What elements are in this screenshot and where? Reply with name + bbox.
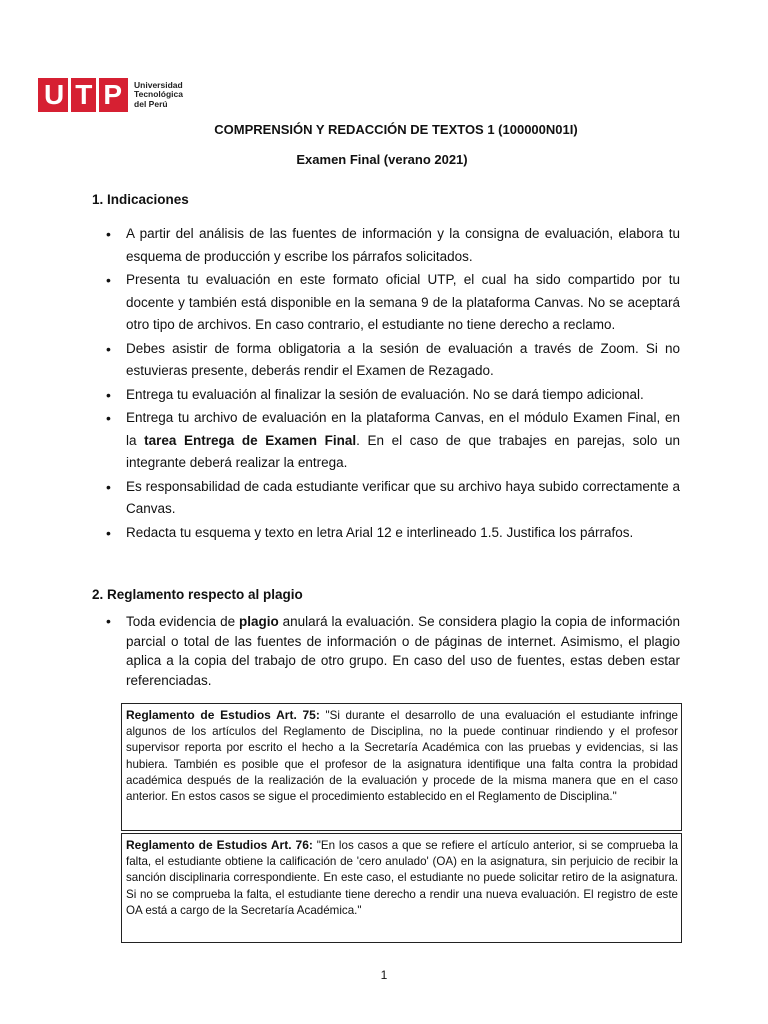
list-item: • Debes asistir de forma obligatoria a la sesión de evaluación a través de Zoom. Si no estuvieras presente, deberás rendir el Examen de Rezagado. bbox=[106, 338, 680, 383]
list-item-bold-text: plagio bbox=[238, 614, 279, 629]
logo-letter-u: U bbox=[44, 79, 65, 110]
list-item: • Entrega tu evaluación al finalizar la sesión de evaluación. No se dará tiempo adicional. bbox=[106, 384, 680, 407]
document-title: COMPRENSIÓN Y REDACCIÓN DE TEXTOS 1 (100000N01I) bbox=[214, 122, 578, 137]
list-item bbox=[106, 612, 680, 690]
article-label: Reglamento de Estudios Art. 75: bbox=[126, 708, 320, 722]
list-item bbox=[106, 407, 680, 475]
article-text: "En los casos a que se refiere el artículo anterior, si se comprueba la falta, el estudiante obtiene la calificación de 'cero anulado' (OA) en la asignatura, sin perjuicio de recibir la sanción disciplinaria correspondiente. En este caso, el estudiante no puede solicitar retiro de la asignatura. Si no se comprueba la falta, el estudiante tiene derecho a rendir una nueva evaluación. El registro de este OA está a cargo de la Secretaría Académica." bbox=[126, 839, 678, 917]
list-item: • Es responsabilidad de cada estudiante verificar que su archivo haya subido correctamente a Canvas. bbox=[106, 476, 680, 521]
list-item-text: . En el caso de que trabajes en parejas, solo un integrante deberá realizar la entrega. bbox=[126, 432, 681, 470]
utp-logo bbox=[38, 78, 183, 112]
article-text: "Si durante el desarrollo de una evaluación el estudiante infringe algunos de los artículos del Reglamento de Disciplina, no la puede continuar rindiendo y el profesor supervisor reporta por escrito el hecho a la Secretaría Académica con las pruebas y evidencias, si las hubiera. También es posible que el profesor de la asignatura identifique una falta contra la probidad académica después de la realización de la evaluación y procede de la misma manera que en el caso anterior. En estos casos se sigue el procedimiento establecido en el Reglamento de Disciplina." bbox=[126, 709, 678, 804]
section-heading-indicaciones: 1. Indicaciones bbox=[92, 192, 189, 207]
logo-text-line: del Perú bbox=[134, 98, 168, 109]
article-75-box bbox=[121, 703, 682, 831]
plagio-list bbox=[106, 612, 680, 691]
logo-mark bbox=[38, 78, 128, 112]
list-item: • Redacta tu esquema y texto en letra Arial 12 e interlineado 1.5. Justifica los párrafos. bbox=[106, 522, 680, 545]
logo-university-name bbox=[134, 81, 183, 110]
logo-text-line: Universidad bbox=[134, 79, 183, 90]
page-number: 1 bbox=[380, 968, 388, 982]
article-label: Reglamento de Estudios Art. 76: bbox=[126, 838, 313, 852]
section-heading-plagio: 2. Reglamento respecto al plagio bbox=[92, 587, 303, 602]
article-76-box bbox=[121, 833, 682, 943]
indicaciones-list bbox=[106, 223, 680, 545]
list-item-text: Entrega tu archivo de evaluación en la plataforma Canvas, en el módulo Examen Final, en la bbox=[126, 410, 680, 448]
document-subtitle: Examen Final (verano 2021) bbox=[296, 152, 468, 167]
logo-text-line: Tecnológica bbox=[134, 89, 183, 100]
list-item-text: Toda evidencia de bbox=[126, 614, 239, 629]
logo-letter-p: P bbox=[103, 79, 123, 110]
list-item-text: anulará la evaluación. Se considera plagio la copia de información parcial o total de las fuentes de información o de páginas de internet. Asimismo, el plagio aplica a la copia del trabajo de otro grupo. En caso del uso de fuentes, estas deben estar referenciadas. bbox=[126, 614, 680, 688]
list-item: • A partir del análisis de las fuentes de información y la consigna de evaluación, elabora tu esquema de producción y escribe los párrafos solicitados. bbox=[106, 223, 680, 268]
list-item: • Presenta tu evaluación en este formato oficial UTP, el cual ha sido compartido por tu docente y también está disponible en la semana 9 de la plataforma Canvas. No se aceptará otro tipo de archivos. En caso contrario, el estudiante no tiene derecho a reclamo. bbox=[106, 269, 680, 337]
logo-letter-t: T bbox=[75, 79, 93, 110]
list-item-bold-text: tarea Entrega de Examen Final bbox=[144, 432, 357, 448]
